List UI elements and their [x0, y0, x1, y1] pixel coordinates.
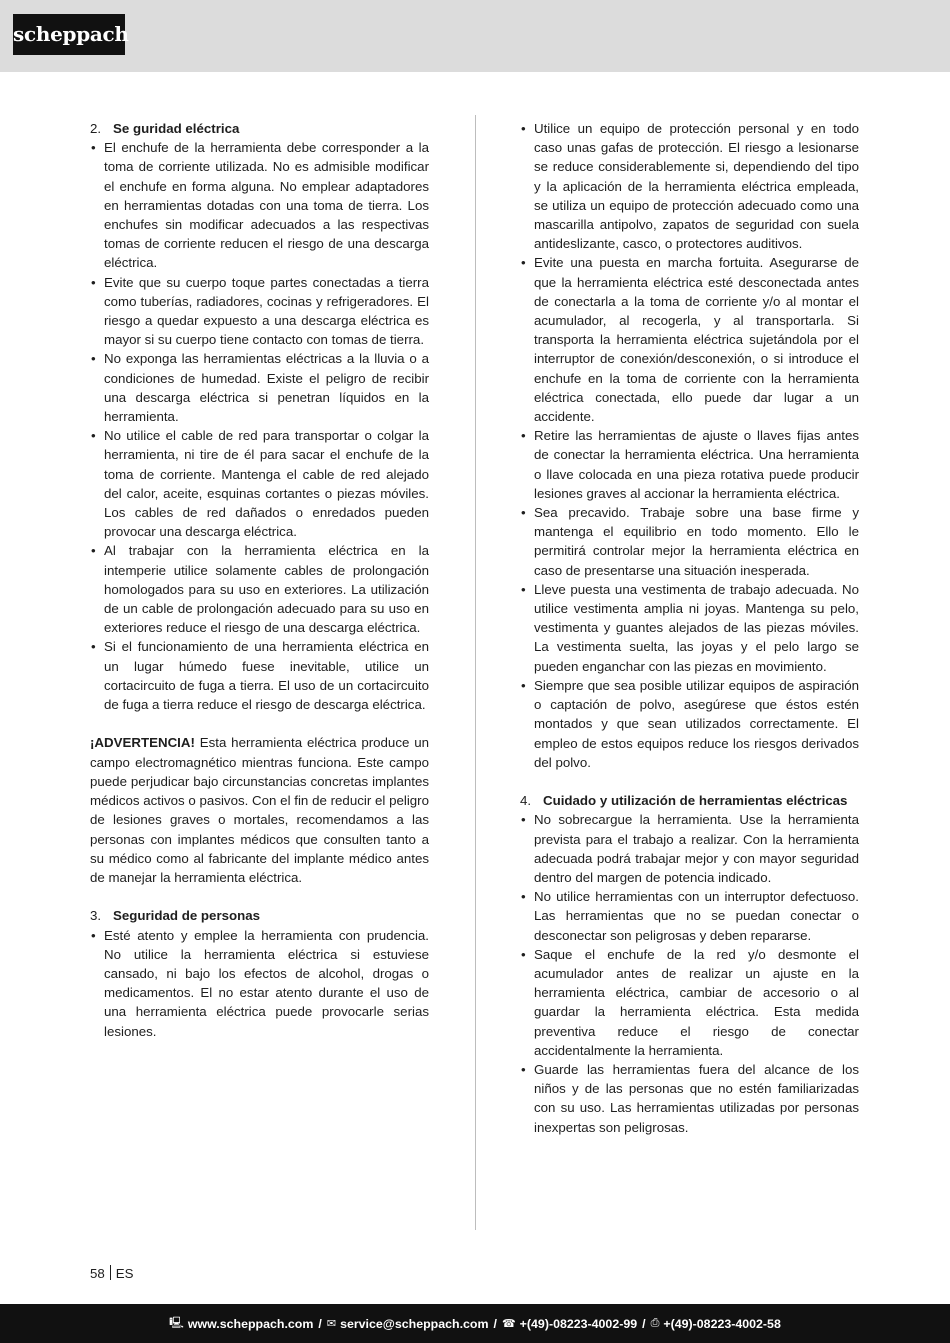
separator: /: [642, 1316, 646, 1331]
list-item: • El enchufe de la herramienta debe corresponder a la toma de corriente utilizada. No es admisible modificar el enchufe en forma alguna. No emplear adaptadores en herramientas dotadas con una toma de tierra. Los enchufes sin modificar adecuados a las respectivas tomas de corriente reducen el riesgo de una descarga eléctrica.: [90, 138, 429, 272]
list-item: • Lleve puesta una vestimenta de trabajo adecuada. No utilice vestimenta amplia ni joyas. Mantenga su pelo, vestimenta y guantes alejados de las piezas móviles. La vestimenta suelta, las joyas y el pelo largo se pueden enganchar con las piezas en movimiento.: [520, 580, 859, 676]
scheppach-logo: scheppach: [13, 14, 125, 55]
computer-icon: 🖳: [169, 1317, 184, 1329]
section-title: Se guridad eléctrica: [113, 121, 240, 136]
section-number: 4.: [520, 793, 532, 809]
mail-icon: ✉: [326, 1318, 337, 1330]
warning-text: Esta herramienta eléctrica produce un campo electromagnético mientras funciona. Este campo puede perjudicar bajo circunstancias concretas implantes médicos activos o pasivos. Con el fin de reducir el peligro de lesiones graves o mortales, recomendamos a las personas con implantes médicos que consulten tanto a su médico como al fabricante del implante médico antes de manejar la herramienta eléctrica.: [90, 735, 429, 885]
section-3-heading: [90, 906, 429, 925]
warning-label: ¡ADVERTENCIA!: [90, 735, 195, 751]
section-4-list: [520, 810, 859, 1136]
header-bar: [0, 0, 950, 72]
section-4-heading: [520, 791, 859, 810]
section-2-heading: [90, 119, 429, 138]
right-column: [520, 119, 859, 1137]
list-item: • Esté atento y emplee la herramienta con prudencia. No utilice la herramienta eléctrica si estuviese cansado, ni bajo los efectos de alcohol, drogas o medicamentos. El no estar atento durante el uso de una herramienta eléctrica puede provocarle serias lesiones.: [90, 926, 429, 1041]
left-column: [90, 119, 429, 1041]
section-number: 2.: [90, 121, 102, 136]
list-item: • No utilice el cable de red para transportar o colgar la herramienta, ni tire de él para sacar el enchufe de la toma de corriente. Mantenga el cable de red alejado del calor, aceite, esquinas cortantes o piezas móviles. Los cables de red dañados o enredados pueden provocar una descarga eléctrica.: [90, 426, 429, 541]
list-item: • No utilice herramientas con un interruptor defectuoso. Las herramientas que no se puedan conectar o desconectar son peligrosas y deben repararse.: [520, 887, 859, 945]
section-title: Cuidado y utilización de herramientas eléctricas: [543, 793, 848, 809]
email-link[interactable]: service@scheppach.com: [340, 1316, 489, 1331]
section-3-list-continued: [520, 119, 859, 772]
list-item: • Al trabajar con la herramienta eléctrica en la intemperie utilice solamente cables de prolongación homologados para su uso en exteriores. La utilización de un cable de prolongación adecuado para su uso en exteriores reduce el riesgo de una descarga eléctrica.: [90, 541, 429, 637]
phone-icon: ☎: [501, 1318, 516, 1330]
list-item: • Utilice un equipo de protección personal y en todo caso unas gafas de protección. El riesgo a lesionarse se reduce considerablemente si, dependiendo del tipo y la aplicación de la herramienta eléctrica empleada, se utiliza un equipo de protección adecuado como una mascarilla antipolvo, zapatos de seguridad con suela antideslizante, casco, o protectores auditivos.: [520, 119, 859, 253]
list-item: • Si el funcionamiento de una herramienta eléctrica en un lugar húmedo fuese inevitable, utilice un cortacircuito de fuga a tierra. El uso de un cortacircuito de fuga a tierra reduce el riesgo de descarga eléctrica.: [90, 637, 429, 714]
list-item: • Retire las herramientas de ajuste o llaves fijas antes de conectar la herramienta eléctrica. Una herramienta o llave colocada en una pieza rotativa puede producir lesiones graves al accionar la herramienta eléctrica.: [520, 426, 859, 503]
page-number-divider: [110, 1265, 111, 1280]
section-2-list: [90, 138, 429, 714]
separator: /: [493, 1316, 497, 1331]
list-item: • Evite que su cuerpo toque partes conectadas a tierra como tuberías, radiadores, cocinas y refrigeradores. El riesgo a quedar expuesto a una descarga eléctrica es mayor si su cuerpo tiene contacto con tomas de tierra.: [90, 273, 429, 350]
list-item: • Siempre que sea posible utilizar equipos de aspiración o captación de polvo, asegúrese que éstos estén montados y que sean utilizados correctamente. El empleo de estos equipos reduce los riesgos derivados del polvo.: [520, 676, 859, 772]
list-item: • Sea precavido. Trabaje sobre una base firme y mantenga el equilibrio en todo momento. Ello le permitirá controlar mejor la herramienta eléctrica en caso de presentarse una situación inesperada.: [520, 503, 859, 580]
contact-footer-bar: [0, 1304, 950, 1343]
list-item: • Guarde las herramientas fuera del alcance de los niños y de las personas que no estén familiarizadas con su uso. Las herramientas utilizadas por personas inexpertas son peligrosas.: [520, 1060, 859, 1137]
list-item: • No exponga las herramientas eléctricas a la lluvia o a condiciones de humedad. Existe el peligro de recibir una descarga eléctrica si penetran líquidos en la herramienta.: [90, 349, 429, 426]
section-title: Seguridad de personas: [113, 908, 261, 924]
fax-number: +(49)-08223-4002-58: [663, 1316, 781, 1331]
separator: /: [318, 1316, 322, 1331]
phone-number: +(49)-08223-4002-99: [519, 1316, 638, 1331]
section-3-list: [90, 926, 429, 1041]
page-number-value: 58: [90, 1266, 105, 1281]
list-item: • Saque el enchufe de la red y/o desmonte el acumulador antes de realizar un ajuste en la herramienta eléctrica, cambiar de accesorio o al guardar la herramienta eléctrica. Esta medida preventiva reduce el riesgo de conectar accidentalmente la herramienta.: [520, 945, 859, 1060]
fax-icon: ⎙: [650, 1317, 660, 1329]
column-divider: [475, 115, 476, 1230]
language-code: ES: [115, 1266, 134, 1281]
warning-paragraph: [90, 733, 429, 887]
section-number: 3.: [90, 908, 102, 924]
page-number: [90, 1264, 134, 1283]
list-item: • Evite una puesta en marcha fortuita. Asegurarse de que la herramienta eléctrica esté desconectada antes de conectarla a la toma de corriente y/o al montar el acumulador, al recogerla, y al transportarla. Si transporta la herramienta eléctrica sujetándola por el interruptor de conexión/desconexión, o si introduce el enchufe en la toma de corriente con la herramienta eléctrica conectada, ello puede dar lugar a un accidente.: [520, 253, 859, 426]
website-link[interactable]: www.scheppach.com: [187, 1316, 314, 1331]
list-item: • No sobrecargue la herramienta. Use la herramienta prevista para el trabajo a realizar. Con la herramienta adecuada podrá trabajar mejor y con mayor seguridad dentro del margen de potencia indicado.: [520, 810, 859, 887]
